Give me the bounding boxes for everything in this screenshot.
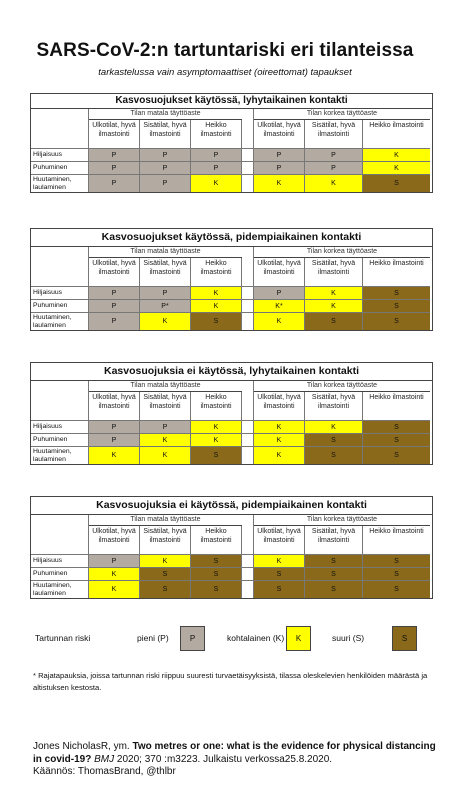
risk-cell: S (363, 580, 430, 598)
risk-cell: S (140, 567, 191, 580)
gap-cell (242, 567, 254, 580)
risk-cell: P (89, 312, 140, 330)
column-header: Heikko ilmastointi (369, 394, 424, 401)
risk-cell: P (305, 161, 363, 174)
risk-table-title: Kasvosuojuksia ei käytössä, pidempiaikainen kontakti (31, 497, 432, 515)
column-header: Ulkotilat, hyvä ilmastointi (89, 120, 140, 148)
risk-cell: P (191, 148, 242, 161)
risk-cell: P (89, 161, 140, 174)
corner-cell (31, 392, 89, 420)
citation (33, 741, 443, 779)
gap-cell (242, 109, 254, 120)
group-header-high: Tilan korkea täyttöaste (254, 109, 430, 120)
column-header: Sisätilat, hyvä ilmastointi (140, 120, 191, 148)
risk-cell: P (254, 148, 305, 161)
row-label: Puhuminen (31, 161, 89, 174)
risk-cell: S (363, 433, 430, 446)
legend (33, 626, 433, 652)
column-header: Ulkotilat, hyvä ilmastointi (89, 392, 140, 420)
column-header: Sisätilat, hyvä ilmastointi (140, 392, 191, 420)
risk-cell: K (363, 148, 430, 161)
gap-cell (242, 247, 254, 258)
group-header-high: Tilan korkea täyttöaste (254, 247, 430, 258)
risk-cell: K (191, 420, 242, 433)
gap-cell (242, 148, 254, 161)
risk-cell: K (254, 433, 305, 446)
group-header-high: Tilan korkea täyttöaste (254, 381, 430, 392)
risk-cell: P (89, 299, 140, 312)
column-header: Heikko ilmastointi (369, 122, 424, 129)
risk-cell: P (89, 554, 140, 567)
group-header-low: Tilan matala täyttöaste (89, 515, 242, 526)
column-header: Heikko ilmastointi (191, 120, 242, 148)
risk-cell: K (140, 446, 191, 464)
column-header: Ulkotilat, hyvä ilmastointi (254, 120, 305, 148)
citation-translator: Käännös: ThomasBrand, @thlbr (33, 766, 176, 777)
risk-cell: K (89, 567, 140, 580)
corner-cell (31, 515, 89, 526)
gap-cell (242, 312, 254, 330)
legend-mid-swatch: K (286, 626, 311, 651)
column-header: Sisätilat, hyvä ilmastointi (305, 526, 363, 554)
legend-high-swatch: S (392, 626, 417, 651)
corner-cell (31, 381, 89, 392)
gap-cell (242, 420, 254, 433)
gap-cell (242, 258, 254, 286)
risk-cell: S (254, 567, 305, 580)
column-header: Ulkotilat, hyvä ilmastointi (89, 526, 140, 554)
risk-cell: S (363, 567, 430, 580)
row-label: Hiljaisuus (31, 554, 89, 567)
risk-cell: K (191, 286, 242, 299)
row-label: Puhuminen (31, 299, 89, 312)
risk-cell: S (191, 567, 242, 580)
risk-table-title: Kasvosuojuksia ei käytössä, lyhytaikainen kontakti (31, 363, 432, 381)
risk-cell: S (305, 580, 363, 598)
risk-cell: P (89, 420, 140, 433)
risk-table-3 (30, 362, 433, 465)
column-header: Ulkotilat, hyvä ilmastointi (254, 392, 305, 420)
column-header: Heikko ilmastointi (369, 260, 424, 267)
corner-cell (31, 247, 89, 258)
risk-cell: K (254, 554, 305, 567)
corner-cell (31, 526, 89, 554)
column-header: Sisätilat, hyvä ilmastointi (305, 258, 363, 286)
risk-cell: S (363, 286, 430, 299)
risk-cell: S (191, 312, 242, 330)
risk-cell: P (140, 420, 191, 433)
legend-high-label: suuri (S) (332, 633, 365, 643)
risk-cell: K (89, 446, 140, 464)
risk-cell: K (305, 286, 363, 299)
risk-cell: S (363, 554, 430, 567)
group-header-low: Tilan matala täyttöaste (89, 109, 242, 120)
gap-cell (242, 433, 254, 446)
risk-cell: P (140, 148, 191, 161)
column-header: Heikko ilmastointi (191, 526, 242, 554)
risk-cell: S (363, 312, 430, 330)
legend-mid-label: kohtalainen (K) (227, 633, 285, 643)
risk-cell: K (191, 433, 242, 446)
risk-cell: P (191, 161, 242, 174)
risk-table-title: Kasvosuojukset käytössä, pidempiaikainen kontakti (31, 229, 432, 247)
risk-cell: P (305, 148, 363, 161)
risk-cell: K (305, 174, 363, 192)
risk-cell: S (363, 174, 430, 192)
column-header: Ulkotilat, hyvä ilmastointi (254, 258, 305, 286)
risk-cell: P (89, 286, 140, 299)
column-header: Sisätilat, hyvä ilmastointi (140, 258, 191, 286)
row-label: Huutaminen, laulaminen (31, 446, 89, 464)
citation-authors: Jones NicholasR, ym. (33, 741, 133, 752)
row-label: Huutaminen, laulaminen (31, 312, 89, 330)
risk-cell: S (363, 420, 430, 433)
row-label: Huutaminen, laulaminen (31, 580, 89, 598)
footnote: * Rajatapauksia, joissa tartunnan riski riippuu suuresti turvaetäisyyksistä, tilassa oleskelevien henkilöiden määrästä ja altistuksen kestosta. (33, 671, 428, 692)
row-label: Hiljaisuus (31, 286, 89, 299)
gap-cell (242, 381, 254, 392)
corner-cell (31, 109, 89, 120)
risk-cell: P (140, 286, 191, 299)
risk-cell: S (305, 433, 363, 446)
column-header: Ulkotilat, hyvä ilmastointi (89, 258, 140, 286)
risk-table-2 (30, 228, 433, 331)
legend-label: Tartunnan riski (35, 633, 91, 643)
risk-cell: K (254, 312, 305, 330)
gap-cell (242, 299, 254, 312)
risk-cell: K (305, 420, 363, 433)
row-label: Puhuminen (31, 567, 89, 580)
row-label: Hiljaisuus (31, 148, 89, 161)
legend-low-swatch: P (180, 626, 205, 651)
risk-cell: P (89, 433, 140, 446)
gap-cell (242, 580, 254, 598)
risk-cell: K (254, 446, 305, 464)
risk-cell: P (254, 161, 305, 174)
page-subtitle: tarkastelussa vain asymptomaattiset (oireettomat) tapaukset (98, 67, 352, 78)
group-header-high: Tilan korkea täyttöaste (254, 515, 430, 526)
risk-cell: P (140, 161, 191, 174)
gap-cell (242, 526, 254, 554)
risk-cell: P (254, 286, 305, 299)
group-header-low: Tilan matala täyttöaste (89, 247, 242, 258)
risk-cell: P (140, 174, 191, 192)
column-header: Heikko ilmastointi (191, 392, 242, 420)
gap-cell (242, 174, 254, 192)
risk-cell: P (89, 148, 140, 161)
citation-journal: BMJ (91, 753, 115, 765)
risk-cell: K (140, 433, 191, 446)
risk-cell: S (305, 446, 363, 464)
risk-cell: P* (140, 299, 191, 312)
column-header: Sisätilat, hyvä ilmastointi (140, 526, 191, 554)
risk-cell: P (89, 174, 140, 192)
risk-cell: S (305, 567, 363, 580)
column-header: Heikko ilmastointi (369, 528, 424, 535)
risk-cell: K (363, 161, 430, 174)
risk-cell: S (140, 580, 191, 598)
risk-cell: S (191, 554, 242, 567)
risk-table-4 (30, 496, 433, 599)
row-label: Puhuminen (31, 433, 89, 446)
corner-cell (31, 258, 89, 286)
citation-details: 2020; 370 :m3223. Julkaistu verkossa25.8.2020. (114, 753, 333, 765)
gap-cell (242, 120, 254, 148)
gap-cell (242, 286, 254, 299)
risk-cell: S (254, 580, 305, 598)
column-header: Ulkotilat, hyvä ilmastointi (254, 526, 305, 554)
risk-table-1 (30, 93, 433, 193)
risk-cell: K (305, 299, 363, 312)
corner-cell (31, 120, 89, 148)
gap-cell (242, 515, 254, 526)
row-label: Hiljaisuus (31, 420, 89, 433)
risk-cell: S (363, 446, 430, 464)
risk-cell: K (254, 174, 305, 192)
risk-table-title: Kasvosuojukset käytössä, lyhytaikainen kontakti (31, 94, 432, 109)
page-title: SARS-CoV-2:n tartuntariski eri tilanteissa (36, 40, 414, 61)
gap-cell (242, 446, 254, 464)
row-label: Huutaminen, laulaminen (31, 174, 89, 192)
risk-cell: K (140, 554, 191, 567)
risk-cell: K (191, 174, 242, 192)
risk-cell: S (191, 446, 242, 464)
risk-cell: S (305, 312, 363, 330)
risk-cell: K (254, 420, 305, 433)
gap-cell (242, 161, 254, 174)
column-header: Sisätilat, hyvä ilmastointi (305, 392, 363, 420)
group-header-low: Tilan matala täyttöaste (89, 381, 242, 392)
column-header: Heikko ilmastointi (191, 258, 242, 286)
risk-cell: S (305, 554, 363, 567)
risk-cell: K (89, 580, 140, 598)
citation-article: Two metres or one: what is the evidence for physical distancing in covid-19? (33, 741, 436, 765)
gap-cell (242, 554, 254, 567)
risk-cell: S (363, 299, 430, 312)
gap-cell (242, 392, 254, 420)
risk-cell: K (191, 299, 242, 312)
risk-cell: K* (254, 299, 305, 312)
column-header: Sisätilat, hyvä ilmastointi (305, 120, 363, 148)
risk-cell: K (140, 312, 191, 330)
legend-low-label: pieni (P) (137, 633, 169, 643)
risk-cell: S (191, 580, 242, 598)
